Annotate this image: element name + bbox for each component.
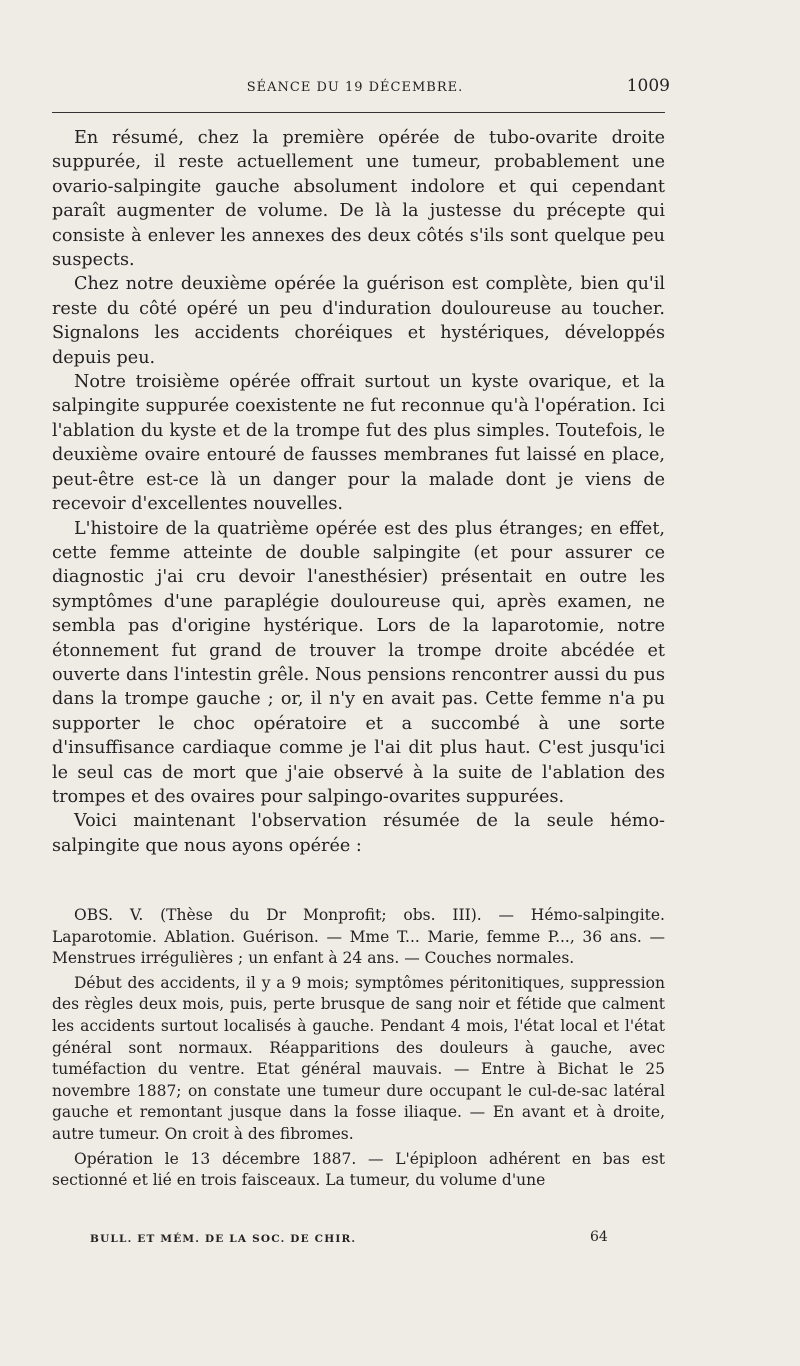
signature-number: 64	[590, 1229, 608, 1245]
observation-paragraph: Opération le 13 décembre 1887. — L'épiploon adhérent en bas est sectionné et lié en trois faisceaux. La tumeur, du volume d'une	[52, 1149, 665, 1190]
observation-paragraph: OBS. V. (Thèse du Dr Monprofit; obs. III). — Hémo-salpingite. Laparotomie. Ablation. Guérison. — Mme T... Marie, femme P..., 36 ans. — Menstrues irrégulières ; un enfant à 24 ans. — Couches normales.	[52, 906, 665, 968]
paragraph: L'histoire de la quatrième opérée est des plus étranges; en effet, cette femme atteinte de double salpingite (et pour assurer ce diagnostic j'ai cru devoir l'anesthésier) présentait en outre les symptômes d'une paraplégie douloureuse qui, après examen, ne sembla pas d'origine hystérique. Lors de la laparotomie, notre étonnement fut grand de trouver la trompe droite abcédée et ouverte dans l'intestin grêle. Nous pensions rencontrer aussi du pus dans la trompe gauche ; or, il n'y en avait pas. Cette femme n'a pu supporter le choc opératoire et a succombé à une sorte d'insuffisance cardiaque comme je l'ai dit plus haut. C'est jusqu'ici le seul cas de mort que j'aie observé à la suite de l'ablation des trompes et des ovaires pour salpingo-ovarites suppurées.	[52, 518, 665, 807]
observation-paragraph: Début des accidents, il y a 9 mois; symptômes péritonitiques, suppression des règles deux mois, puis, perte brusque de sang noir et fétide que calment les accidents surtout localisés à gauche. Pendant 4 mois, l'état local et l'état général sont normaux. Réapparitions des douleurs à gauche, avec tuméfaction du ventre. Etat général mauvais. — Entre à Bichat le 25 novembre 1887; on constate une tumeur dure occupant le cul-de-sac latéral gauche et remontant jusque dans la fosse iliaque. — En avant et à droite, autre tumeur. On croit à des fibromes.	[52, 973, 665, 1143]
paragraph: Voici maintenant l'observation résumée de la seule hémo-salpingite que nous ayons opérée :	[52, 811, 665, 856]
main-text	[52, 126, 665, 858]
observation-block	[52, 905, 665, 1192]
paragraph: Chez notre deuxième opérée la guérison est complète, bien qu'il reste du côté opéré un peu d'induration douloureuse au toucher. Signalons les accidents choréiques et hystériques, développés depuis peu.	[52, 274, 665, 368]
footer-signature: BULL. ET MÉM. DE LA SOC. DE CHIR.	[90, 1233, 357, 1245]
paragraph: Notre troisième opérée offrait surtout un kyste ovarique, et la salpingite suppurée coexistente ne fut reconnue qu'à l'opération. Ici l'ablation du kyste et de la trompe fut des plus simples. Toutefois, le deuxième ovaire entouré de fausses membranes fut laissé en place, peut-être est-ce là un danger pour la malade dont je viens de recevoir d'excellentes nouvelles.	[52, 372, 665, 515]
page-number: 1009	[626, 76, 670, 96]
paragraph: En résumé, chez la première opérée de tubo-ovarite droite suppurée, il reste actuellement une tumeur, probablement une ovario-salpingite gauche absolument indolore et qui cependant paraît augmenter de volume. De là la justesse du précepte qui consiste à enlever les annexes des deux côtés s'ils sont quelque peu suspects.	[52, 128, 665, 271]
running-header: SÉANCE DU 19 DÉCEMBRE.	[246, 80, 464, 95]
header-rule	[52, 112, 665, 113]
